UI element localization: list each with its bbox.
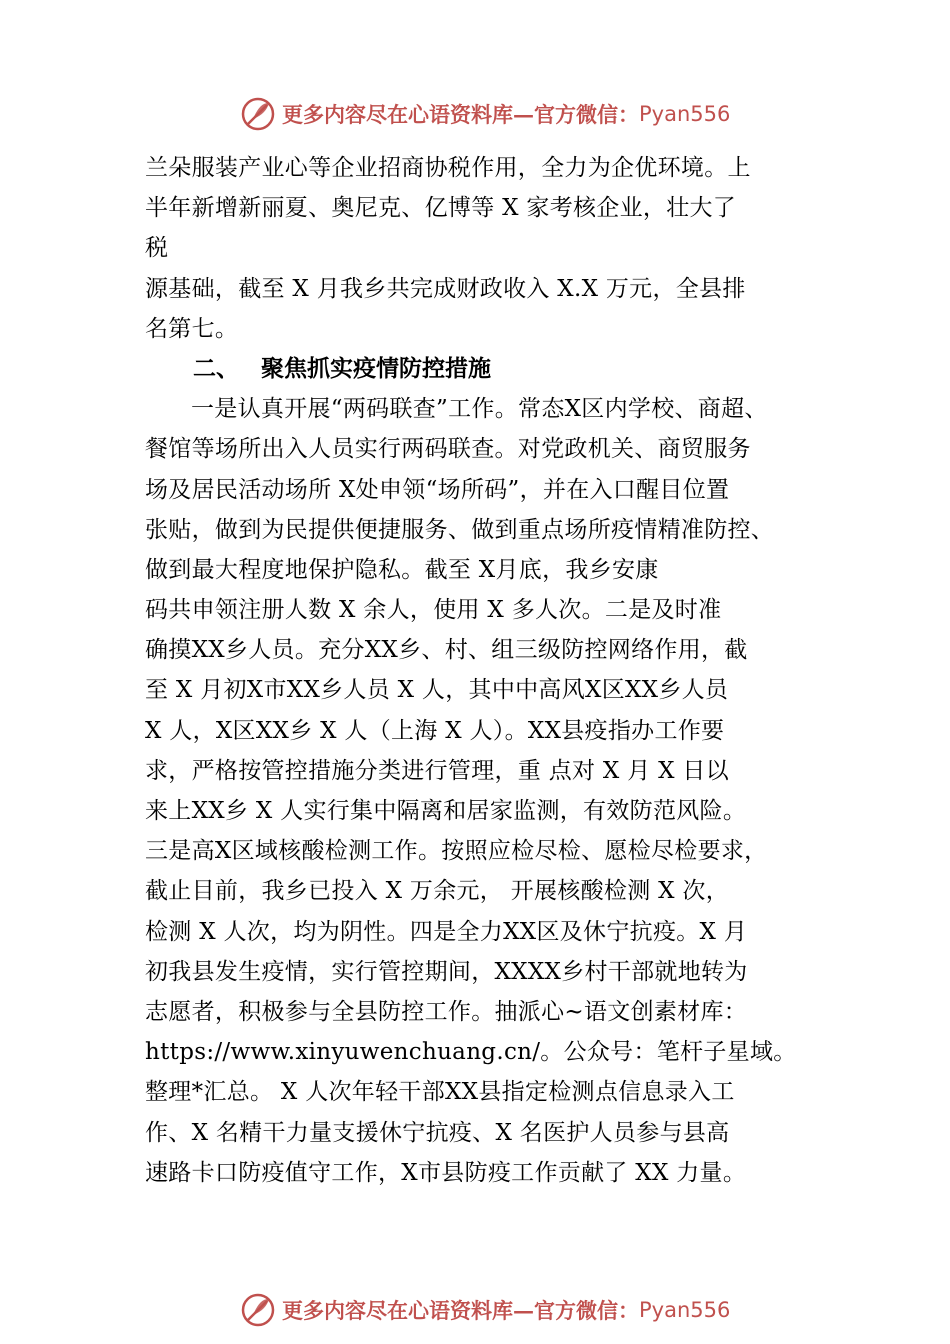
text-line: 确摸XX乡人员。充分XX乡、村、组三级防控网络作用，截 <box>145 637 748 664</box>
text-line: 一是认真开展“两码联查”工作。常态X区内学校、商超、 <box>191 396 768 423</box>
text-line: 做到最大程度地保护隐私。截至 X月底，我乡安康 <box>145 556 659 583</box>
watermark-text: 更多内容尽在心语资料库—官方微信： <box>282 1298 639 1323</box>
text-line: 张贴，做到为民提供便捷服务、做到重点场所疫情精准防控、 <box>145 516 775 543</box>
watermark-text: 更多内容尽在心语资料库—官方微信： <box>282 102 639 127</box>
quill-logo-icon <box>240 1292 276 1328</box>
text-line: 来上XX乡 X 人实行集中隔离和居家监测，有效防范风险。 <box>145 798 747 824</box>
text-line: 整理*汇总。 X 人次年轻干部XX县指定检测点信息录入工 <box>145 1079 735 1106</box>
text-line: 税 <box>145 235 169 262</box>
header-watermark <box>240 94 760 134</box>
footer-watermark <box>240 1290 760 1330</box>
text-line: 检测 X 人次，均为阴性。四是全力XX区及休宁抗疫。X 月 <box>145 918 748 945</box>
text-line: 速路卡口防疫值守工作，X市县防疫工作贡献了 XX 力量。 <box>145 1159 747 1186</box>
section-title: 聚焦抓实疫情防控措施 <box>261 355 491 382</box>
text-line: 场及居民活动场所 X处申领“场所码”，并在入口醒目位置 <box>145 476 730 503</box>
text-line-url: https://www.xinyuwenchuang.cn/。公众号：笔杆子星域。 <box>145 1039 797 1066</box>
text-line: 初我县发生疫情，实行管控期间，XXXX乡村干部就地转为 <box>145 958 748 985</box>
text-line: 码共申领注册人数 X 余人，使用 X 多人次。二是及时准 <box>145 597 722 624</box>
text-line: 餐馆等场所出入人员实行两码联查。对党政机关、商贸服务 <box>145 436 751 463</box>
text-line: 兰朵服装产业心等企业招商协税作用，全力为企优环境。上 <box>145 155 751 181</box>
text-line: 志愿者，积极参与全县防控工作。抽派心~语文创素材库： <box>145 998 748 1025</box>
watermark-account: Pyan556 <box>639 102 731 126</box>
document-body <box>145 148 835 1193</box>
text-line: 作、X 名精干力量支援休宁抗疫、X 名医护人员参与县高 <box>145 1119 730 1146</box>
quill-logo-icon <box>240 96 276 132</box>
text-line: 至 X 月初X市XX乡人员 X 人，其中中高风X区XX乡人员 <box>145 677 729 704</box>
section-heading <box>145 349 835 389</box>
paragraph-1 <box>145 148 835 349</box>
text-line: 源基础，截至 X 月我乡共完成财政收入 X.X 万元，全县排 <box>145 275 746 302</box>
text-line: X 人，X区XX乡 X 人（上海 X 人）。XX县疫指办工作要 <box>145 717 725 744</box>
paragraph-2 <box>145 389 835 1193</box>
text-line: 半年新增新丽夏、奥尼克、亿博等 X 家考核企业，壮大了 <box>145 195 737 222</box>
text-line: 截止目前，我乡已投入 X 万余元， 开展核酸检测 X 次， <box>145 878 730 905</box>
text-line: 名第七。 <box>145 315 239 342</box>
text-line: 三是高X区域核酸检测工作。按照应检尽检、愿检尽检要求， <box>145 838 768 865</box>
section-number: 二、 <box>193 355 239 382</box>
text-line: 求，严格按管控措施分类进行管理，重 点对 X 月 X 日以 <box>145 757 730 784</box>
watermark-account: Pyan556 <box>639 1298 731 1322</box>
